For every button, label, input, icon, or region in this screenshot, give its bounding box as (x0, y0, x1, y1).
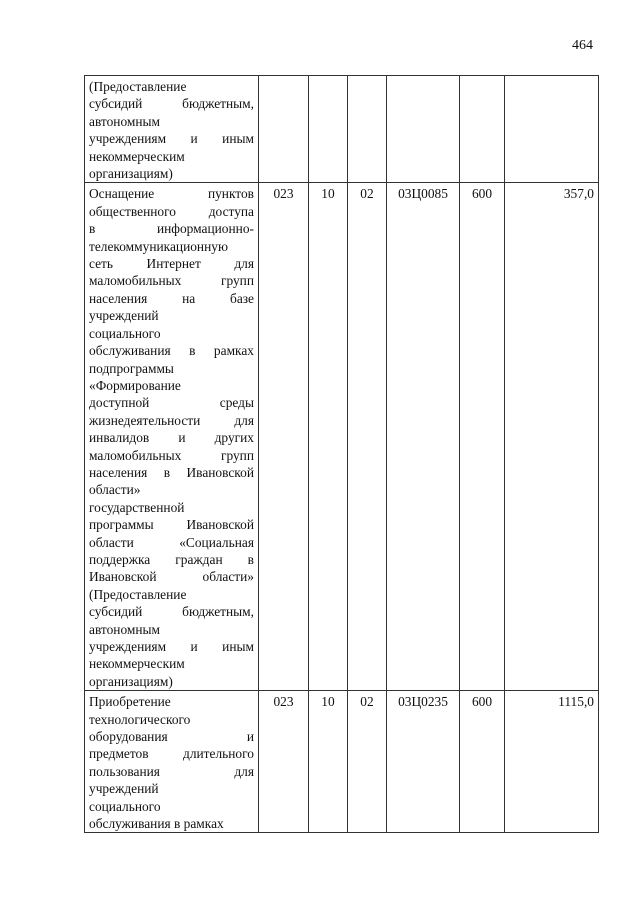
target-article-code (387, 76, 460, 183)
description-line: области «Социальная (89, 534, 254, 550)
description-line: инвалидов и других (89, 430, 254, 446)
description-line: некоммерческим (89, 656, 185, 672)
description-line: населения на базе (89, 290, 254, 306)
subsection-code: 02 (348, 691, 387, 833)
description-line: области» (89, 482, 141, 498)
description-line: Приобретение (89, 694, 171, 710)
description-line: учреждениям и иным (89, 639, 254, 654)
description-line: учреждениям и иным (89, 131, 254, 147)
description-line: некоммерческим (89, 148, 185, 164)
description-line: учреждений (89, 308, 159, 324)
expense-type-code: 600 (460, 691, 505, 833)
row-description (85, 691, 259, 833)
description-line: подпрограммы (89, 360, 174, 376)
section-code: 10 (309, 691, 348, 833)
table-row (85, 183, 599, 691)
description-line: сеть Интернет для (89, 256, 254, 272)
description-line: автономным (89, 113, 161, 129)
description-line: государственной (89, 499, 185, 515)
amount-value: 1115,0 (505, 691, 599, 833)
description-line: оборудования и (89, 729, 254, 745)
description-line: учреждений (89, 781, 159, 797)
description-line: предметов длительного (89, 746, 254, 762)
description-line: (Предоставление (89, 79, 187, 94)
description-line: (Предоставление (89, 586, 187, 602)
description-line: организациям) (89, 673, 173, 689)
description-line: субсидий бюджетным, (89, 604, 254, 620)
description-line: общественного доступа (89, 203, 254, 219)
description-line: Ивановской области» (89, 569, 254, 585)
description-line: организациям) (89, 166, 173, 182)
row-description (85, 183, 259, 691)
description-line: социального (89, 325, 161, 341)
description-line: телекоммуникационную (89, 238, 228, 254)
ministry-code: 023 (259, 691, 309, 833)
target-article-code: 03Ц0085 (387, 183, 460, 691)
amount-value: 357,0 (505, 183, 599, 691)
description-line: обслуживания в рамках (89, 343, 254, 359)
section-code: 10 (309, 183, 348, 691)
description-line: субсидий бюджетным, (89, 96, 254, 112)
description-line: Оснащение пунктов (89, 186, 254, 202)
subsection-code: 02 (348, 183, 387, 691)
page-number: 464 (572, 38, 593, 53)
subsection-code (348, 76, 387, 183)
description-line: программы Ивановской (89, 517, 254, 533)
ministry-code (259, 76, 309, 183)
description-line: обслуживания в рамках (89, 816, 224, 832)
row-description (85, 76, 259, 183)
section-code (309, 76, 348, 183)
target-article-code: 03Ц0235 (387, 691, 460, 833)
table-row (85, 691, 599, 833)
description-line: пользования для (89, 763, 254, 779)
description-line: доступной среды (89, 395, 254, 411)
description-line: социального (89, 798, 161, 814)
description-line: маломобильных групп (89, 447, 254, 463)
ministry-code: 023 (259, 183, 309, 691)
description-line: «Формирование (89, 377, 181, 393)
table-row (85, 76, 599, 183)
expense-type-code: 600 (460, 183, 505, 691)
description-line: населения в Ивановской (89, 464, 254, 480)
description-line: маломобильных групп (89, 273, 254, 289)
description-line: автономным (89, 621, 161, 637)
description-line: в информационно- (89, 221, 254, 237)
description-line: технологического (89, 711, 191, 727)
budget-table (84, 75, 599, 833)
description-line: жизнедеятельности для (89, 412, 254, 428)
amount-value (505, 76, 599, 183)
description-line: поддержка граждан в (89, 551, 254, 567)
expense-type-code (460, 76, 505, 183)
